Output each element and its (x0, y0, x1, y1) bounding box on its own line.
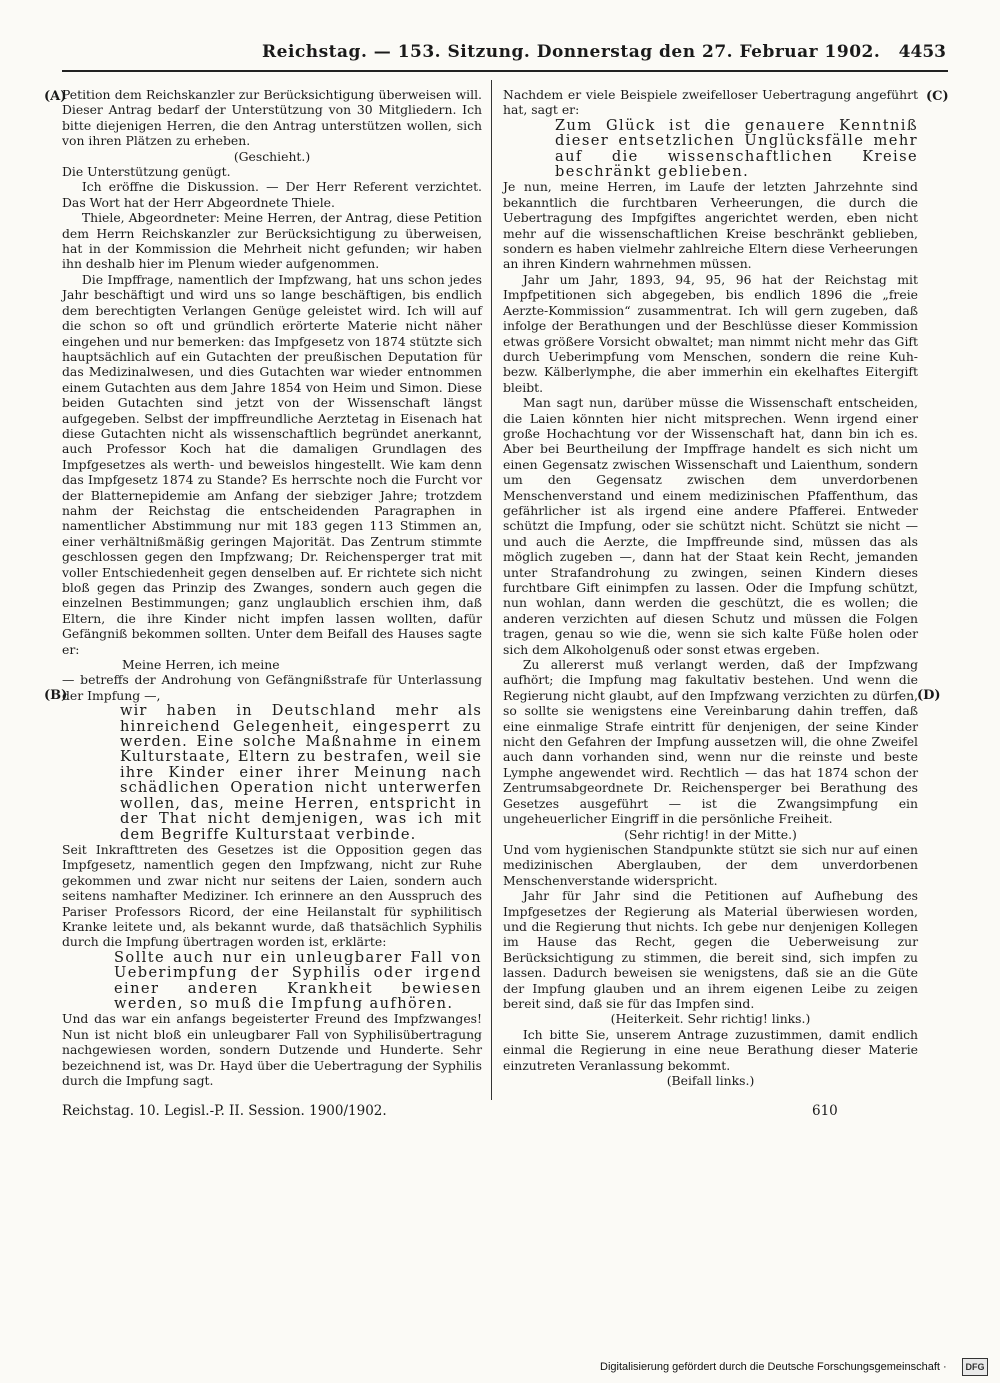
dfg-logo: DFG (962, 1358, 988, 1376)
margin-marker-c: (C) (926, 89, 949, 104)
column-divider (491, 80, 492, 1100)
paragraph: Thiele, Abgeordneter: Meine Herren, der Antrag, diese Petition dem Herrn Reichskanzler zur Berücksichtigung zu überweisen, hat in der Kommission die Mehrheit nicht gefunden; wir haben ihn deshalb hier im Plenum wieder aufgenommen. (62, 210, 482, 272)
paragraph: Nachdem er viele Beispiele zweifelloser Uebertragung angeführt hat, sagt er: (503, 87, 918, 118)
right-column (503, 87, 918, 1088)
margin-marker-d: (D) (917, 688, 941, 703)
margin-marker-a: (A) (44, 89, 67, 104)
paragraph: Seit Inkrafttreten des Gesetzes ist die Opposition gegen das Impfgesetz, namentlich gegen den Impfzwang, nicht zur Ruhe gekommen und zwar nicht nur seitens der Laien, sondern auch seitens namhafter Mediziner. Ich erinnere an den Ausspruch des Pariser Professors Ricord, der eine Heilanstalt für syphilitisch Kranke leitete und, als bekannt wurde, daß thatsächlich Syphilis durch die Impfung übertragen worden ist, erklärte: (62, 841, 482, 950)
paragraph: Ich eröffne die Diskussion. — Der Herr Referent verzichtet. Das Wort hat der Herr Abgeordnete Thiele. (62, 179, 482, 210)
footer-sheet-number: 610 (812, 1103, 838, 1119)
quotation: Meine Herren, ich meine (122, 657, 280, 673)
interjection: (Heiterkeit. Sehr richtig! links.) (610, 1011, 811, 1027)
header-title: Reichstag. — 153. Sitzung. Donnerstag den 27. Februar 1902. (262, 42, 881, 62)
interjection: (Beifall links.) (666, 1073, 755, 1088)
footer-session-line: Reichstag. 10. Legisl.-P. II. Session. 1900/1902. (62, 1103, 387, 1119)
quotation: wir haben in Deutschland mehr als hinreichend Gelegenheit, eingesperrt zu werden. Eine solche Maßnahme in einem Kulturstaate, Eltern zu bestrafen, weil sie ihre Kinder einer ihrer Meinung nach schädlichen Operation nicht unterwerfen wollen, das, meine Herren, entspricht in der That nicht demjenigen, was ich mit dem Begriffe Kulturstaat verbinde. (120, 702, 482, 843)
page-number: 4453 (898, 42, 946, 62)
paragraph: Zu allererst muß verlangt werden, daß der Impfzwang aufhört; die Impfung mag fakultativ bestehen. Und wenn die Regierung nicht glaubt, auf den Impfzwang verzichten zu dürfen, so sollte sie wenigstens eine Vereinbarung dahin treffen, daß eine einmalige Strafe eintritt für denjenigen, der seine Kinder nicht den Gefahren der Impfung aussetzen will, die ohne Zweifel auch dann vorhanden sind, wenn nur die reinste und beste Lymphe angewendet wird. Rechtlich — das hat 1874 schon der Zentrumsabgeordnete Dr. Reichensperger bei Berathung des Gesetzes ausgeführt — ist die Zwangsimpfung ein ungeheuerlicher Eingriff in die persönliche Freiheit. (503, 657, 918, 827)
interjection: (Sehr richtig! in der Mitte.) (624, 826, 797, 842)
left-column (62, 87, 482, 1088)
paragraph: Petition dem Reichskanzler zur Berücksichtigung überweisen will. Dieser Antrag bedarf der Unterstützung von 30 Mitgliedern. Ich bitte diejenigen Herren, die den Antrag unterstützen wollen, sich von ihren Plätzen zu erheben. (62, 87, 482, 149)
paragraph: Und vom hygienischen Standpunkte stützt sie sich nur auf einen medizinischen Aberglauben, der dem unverdorbenen Menschenverstande widerspricht. (503, 841, 918, 888)
quotation: Zum Glück ist die genauere Kenntniß dieser entsetzlichen Unglücksfälle mehr auf die wissenschaftlichen Kreise beschränkt geblieben. (555, 116, 918, 181)
paragraph: Je nun, meine Herren, im Laufe der letzten Jahrzehnte sind bekanntlich die furchtbaren Verheerungen, die durch die Uebertragung des Impfgiftes angerichtet werden, eben nicht mehr auf die wissenschaftlichen Kreise beschränkt geblieben, sondern es haben vielmehr zahlreiche Eltern diese Verheerungen an ihren Kindern wahrnehmen müssen. (503, 179, 918, 272)
paragraph: Jahr um Jahr, 1893, 94, 95, 96 hat der Reichstag mit Impfpetitionen sich abgegeben, bis endlich 1896 die „freie Aerzte-Kommission“ zusammentrat. Ich will gern zugeben, daß infolge der Berathungen und der Beschlüsse dieser Kommission etwas größere Vorsicht obwaltet; man nimmt nicht mehr das Gift durch Ueberimpfung vom Menschen, sondern die reine Kuh- bezw. Kälberlymphe, die aber immerhin ein ekelhaftes Eitergift bleibt. (503, 271, 918, 395)
paragraph: Die Impffrage, namentlich der Impfzwang, hat uns schon jedes Jahr beschäftigt und wird uns so lange beschäftigen, bis endlich dem berechtigten Verlangen Genüge geleistet wird. Ich will auf die schon so oft und gründlich erörterte Materie nicht näher eingehen und nur bemerken: das Impfgesetz von 1874 stützte sich hauptsächlich auf ein Gutachten der preußischen Deputation für das Medizinalwesen, und dies Gutachten war wieder entnommen einem Gutachten aus dem Jahre 1854 von Heim und Simon. Diese beiden Gutachten sind jetzt von der Wissenschaft längst aufgegeben. Selbst der impffreundliche Aerztetag in Eisenach hat diese Gutachten nicht als wissenschaftlich begründet anerkannt, auch Professor Koch hat die damaligen Grundlagen des Impfgesetzes als werth- und beweislos hingestellt. Wie kam denn das Impfgesetz 1874 zu Stande? Es herrschte noch die Furcht vor der Blatternepidemie am Anfang der siebziger Jahre; trotzdem nahm der Reichstag die entscheidenden Paragraphen in namentlicher Abstimmung nur mit 183 gegen 113 Stimmen an, einer verhältnißmäßig geringen Majorität. Das Zentrum stimmte geschlossen gegen den Impfzwang; Dr. Reichensperger trat mit voller Entschiedenheit gegen denselben auf. Er richtete sich nicht bloß gegen das Prinzip des Zwanges, sondern auch gegen die einzelnen Bestimmungen; ganz unglaublich erschien ihm, daß Eltern, die ihre Kinder nicht impfen lassen wollten, dafür Gefängniß bekommen sollten. Unter dem Beifall des Hauses sagte er: (62, 271, 482, 657)
digitization-credit: Digitalisierung gefördert durch die Deutsche Forschungsgemeinschaft · (600, 1361, 947, 1373)
paragraph: Und das war ein anfangs begeisterter Freund des Impfzwanges! Nun ist nicht bloß ein unleugbarer Fall von Syphilisübertragung nachgewiesen worden, sondern Dutzende und Hunderte. Sehr bezeichnend ist, was Dr. Hayd über die Uebertragung der Syphilis durch die Impfung sagt. (62, 1011, 482, 1088)
running-header (62, 42, 948, 72)
paragraph: Man sagt nun, darüber müsse die Wissenschaft entscheiden, die Laien könnten hier nicht mitsprechen. Wenn irgend einer große Hochachtung vor der Wissenschaft hat, dann bin ich es. Aber bei Beurtheilung der Impffrage handelt es sich nicht um einen Gegensatz zwischen Wissenschaft und Laienthum, sondern um den Gegensatz zwischen dem unverdorbenen Menschenverstand und einem medizinischen Pfaffenthum, das gefährlicher ist als irgend eine andere Pfafferei. Entweder schützt die Impfung, oder sie schützt nicht. Schützt sie nicht — und auch die Aerzte, die Impffreunde sind, müssen das als möglich zugeben —, dann hat der Staat kein Recht, jemanden unter Strafandrohung zu zwingen, seinen Kindern dieses furchtbare Gift einimpfen zu lassen. Oder die Impfung schützt, nun wohlan, dann werden die geschützt, die es wollen; die anderen verzichten auf diesen Schutz und müssen die Folgen tragen, genau so wie die, wenn sie sich kalte Füße holen oder sich dem Alkoholgenuß oder sonst etwas ergeben. (503, 395, 918, 657)
paragraph: Ich bitte Sie, unserem Antrage zuzustimmen, damit endlich einmal die Regierung in eine neue Berathung dieser Materie einzutreten Veranlassung bekommt. (503, 1026, 918, 1073)
margin-marker-b: (B) (44, 688, 68, 703)
interjection: (Geschieht.) (233, 148, 311, 164)
paragraph: — betreffs der Androhung von Gefängnißstrafe für Unterlassung der Impfung —, (62, 672, 482, 703)
paragraph: Jahr für Jahr sind die Petitionen auf Aufhebung des Impfgesetzes der Regierung als Material überwiesen worden, und die Regierung thut nichts. Ich gebe nur denjenigen Kollegen im Hause das Recht, gegen die Ueberweisung zur Berücksichtigung zu stimmen, die bereit sind, sich impfen zu lassen. Dadurch beweisen sie wenigstens, daß sie an die Güte der Impfung glauben und an ihrem eigenen Leibe zu zeigen bereit sind, daß sie für das Impfen sind. (503, 888, 918, 1011)
quotation: Sollte auch nur ein unleugbarer Fall von Ueberimpfung der Syphilis oder irgend einer anderen Krankheit bewiesen werden, so muß die Impfung aufhören. (114, 948, 482, 1012)
paragraph: Die Unterstützung genügt. (62, 164, 231, 180)
